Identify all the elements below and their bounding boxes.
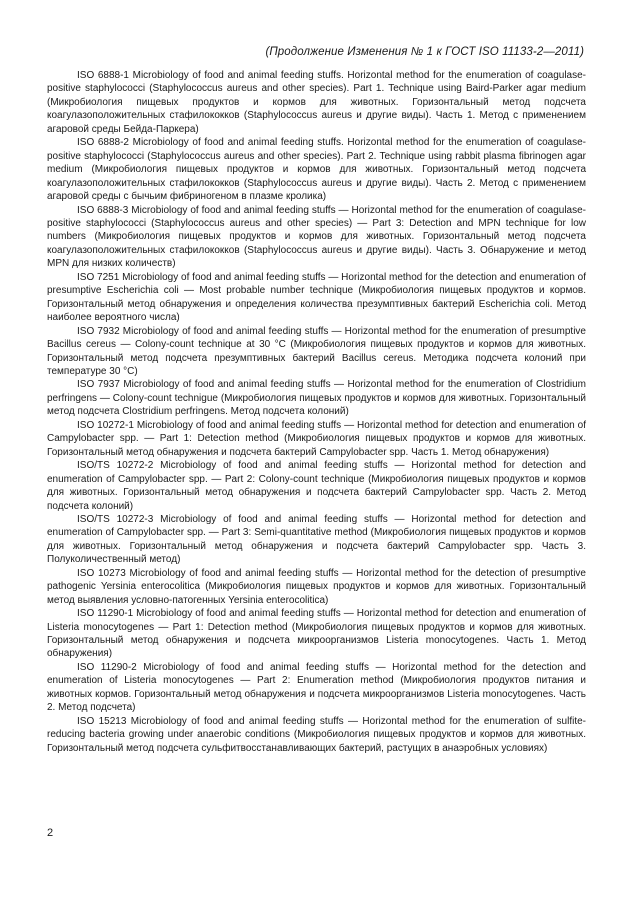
reference-paragraph: ISO 7937 Microbiology of food and animal feeding stuffs — Horizontal method for the enumeration of Clostridium perfringens — Colony-count technigue (Микробиология пищевых продуктов и кормов для животных. Горизонтальный метод подсчета Clostridium perfringens. Метод подсчета колоний) [47, 379, 586, 418]
reference-paragraph: ISO 15213 Microbiology of food and animal feeding stuffs — Horizontal method for the enumeration of sulfite-reducing bacteria growing under anaerobic conditions (Микробиология пищевых продуктов и кормов для животных. Горизонтальный метод подсчета сульфитвосстанавливающих бактерий, растущих в анаэробных условиях) [47, 715, 586, 754]
reference-paragraph: ISO 10273 Microbiology of food and animal feeding stuffs — Horizontal method for the detection of presumptive pathogenic Yersinia enterocolitica (Микробиология пищевых продуктов и кормов для животных. Горизонтальный метод выявления условно-патогенных Yersinia enterocolitica) [47, 567, 586, 606]
reference-paragraph: ISO 7932 Microbiology of food and animal feeding stuffs — Horizontal method for the enumeration of presumptive Bacillus cereus — Colony-count technique at 30 °С (Микробиология пищевых продуктов и кормов для животных. Горизонтальный метод подсчета презумптивных бактерий Bacillus cereus. Методика подсчета колоний при температуре 30 °С) [47, 325, 586, 377]
page-number: 2 [47, 827, 54, 839]
references-list [47, 69, 586, 755]
reference-paragraph: ISO 7251 Microbiology of food and animal feeding stuffs — Horizontal method for the detection and enumeration of presumptive Escherichia coli — Most probable number technique (Микробиология пищевых продуктов и кормов. Горизонтальный метод обнаружения и определения количества презумптивных бактерий Escherichia coli. Метод наиболее вероятного числа) [47, 271, 586, 324]
reference-paragraph: ISO/TS 10272-2 Microbiology of food and animal feeding stuffs — Horizontal method for detection and enumeration of Campylobacter spp. — Part 2: Colony-count technique (Микробиология пищевых продуктов и кормов для животных. Горизонтальный метод обнаружения и подсчета бактерий Campylobacter spp. Часть 2. Метод подсчета колоний) [47, 460, 586, 512]
reference-paragraph: ISO 11290-2 Microbiology of food and animal feeding stuffs — Horizontal method for the detection and enumeration of Listeria monocytogenes — Part 2: Enumeration method (Микробиология продуктов питания и животных кормов. Горизонтальный метод обнаружения и подсчета микроорганизмов Listeria monocytogenes. Часть 2. Метод подсчета) [47, 661, 586, 714]
reference-paragraph: ISO 6888-3 Microbiology of food and animal feeding stuffs — Horizontal method for the enumeration of coagulase-positive staphylococci (Staphylococcus aureus and other species) — Part 3: Detection and MPN technique for low numbers (Микробиология пищевых продуктов и кормов для животных. Горизонтальный метод подсчета коагулазоположительных стафилококков (Staphylococcus aureus и другие виды). Часть 3. Обнаружение и метод MPN для низких количеств) [47, 204, 586, 270]
running-header: (Продолжение Изменения № 1 к ГОСТ ISO 11133-2—2011) [265, 46, 584, 58]
reference-paragraph: ISO 6888-2 Microbiology of food and animal feeding stuffs. Horizontal method for the enumeration of coagulase-positive staphylococci (Staphylococcus aureus and other species). Part 2. Technique using rabbit plasma fibrinogen agar medium (Микробиология пищевых продуктов и кормов для животных. Горизонтальный метод подсчета коагулазоположительных стафилококков (Staphylococcus aureus и другие виды). Часть 2. Метод с применением агаровой среды с бычьим фибриногеном в плазме кролика) [47, 137, 586, 203]
reference-paragraph: ISO/TS 10272-3 Microbiology of food and animal feeding stuffs — Horizontal method for detection and enumeration of Campylobacter spp. — Part 3: Semi-quantitative method (Микробиология пищевых продуктов и кормов для животных. Горизонтальный метод обнаружения и подсчета бактерий Campylobacter spp. Часть 3. Полуколичественный метод) [47, 513, 586, 566]
reference-paragraph: ISO 6888-1 Microbiology of food and animal feeding stuffs. Horizontal method for the enumeration of coagulase-positive staphylococci (Staphylococcus aureus and other species). Part 1. Technique using Baird-Parker agar medium (Микробиология пищевых продуктов и кормов для животных. Горизонтальный метод подсчета коагулазоположительных стафилококков (Staphylococcus aureus и другие виды). Часть 1. Метод с применением агаровой среды Бейда-Паркера) [47, 70, 586, 135]
reference-paragraph: ISO 11290-1 Microbiology of food and animal feeding stuffs — Horizontal method for detection and enumeration of Listeria monocytogenes — Part 1: Detection method (Микробиология пищевых продуктов и кормов для животных. Горизонтальный метод обнаружения и подсчета микроорганизмов Listeria monocytogenes. Часть 1. Метод обнаружения) [47, 608, 586, 660]
reference-paragraph: ISO 10272-1 Microbiology of food and animal feeding stuffs — Horizontal method for detection and enumeration of Campylobacter spp. — Part 1: Detection method (Микробиология пищевых продуктов и кормов для животных. Горизонтальный метод обнаружения и подсчета бактерий Campylobacter spp. Часть 1. Метод обнаружения) [47, 419, 586, 458]
